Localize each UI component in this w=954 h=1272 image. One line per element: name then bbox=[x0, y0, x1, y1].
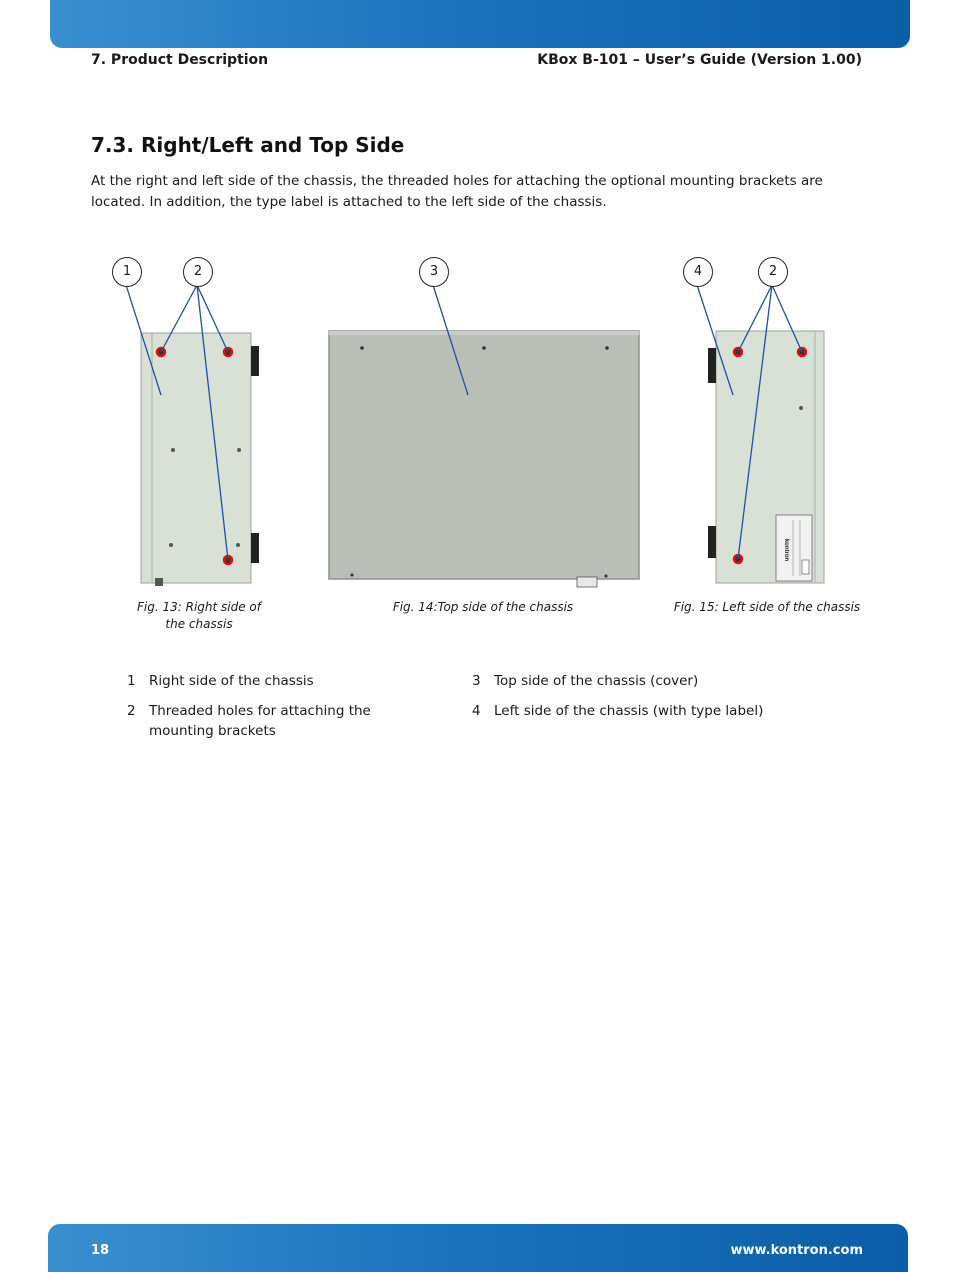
legend-text: Left side of the chassis (with type label) bbox=[494, 703, 764, 719]
legend-text: Threaded holes for attaching the mounting brackets bbox=[149, 703, 371, 739]
callout-2-right: 2 bbox=[183, 257, 213, 287]
legend-number: 2 bbox=[127, 703, 136, 719]
intro-paragraph: At the right and left side of the chassis, the threaded holes for attaching the optional mounting brackets are located. In addition, the type label is attached to the left side of the chassis. bbox=[91, 173, 823, 210]
legend-item-4 bbox=[472, 701, 812, 723]
footer-url-link[interactable]: www.kontron.com bbox=[730, 1243, 863, 1258]
legend-item-1 bbox=[127, 671, 437, 693]
caption-fig14: Fig. 14:Top side of the chassis bbox=[392, 600, 574, 614]
callout-1: 1 bbox=[112, 257, 142, 287]
caption-fig15: Fig. 15: Left side of the chassis bbox=[673, 600, 861, 614]
page-number: 18 bbox=[91, 1243, 110, 1258]
footer-bar bbox=[48, 1224, 908, 1272]
caption-fig13: Fig. 13: Right side of the chassis bbox=[137, 600, 261, 631]
legend-number: 1 bbox=[127, 673, 136, 689]
legend-item-3 bbox=[472, 671, 812, 693]
header-section: 7. Product Description bbox=[91, 52, 269, 68]
header-doc-title: KBox B-101 – User’s Guide (Version 1.00) bbox=[537, 52, 862, 68]
legend-number: 4 bbox=[472, 703, 481, 719]
legend-text: Right side of the chassis bbox=[149, 673, 314, 689]
section-heading: 7.3. Right/Left and Top Side bbox=[91, 133, 405, 157]
legend-text: Top side of the chassis (cover) bbox=[494, 673, 699, 689]
callout-3: 3 bbox=[419, 257, 449, 287]
callout-2-left: 2 bbox=[758, 257, 788, 287]
legend-item-2 bbox=[127, 701, 437, 743]
type-label-logo: kontron bbox=[783, 538, 789, 562]
legend-number: 3 bbox=[472, 673, 481, 689]
callout-4: 4 bbox=[683, 257, 713, 287]
